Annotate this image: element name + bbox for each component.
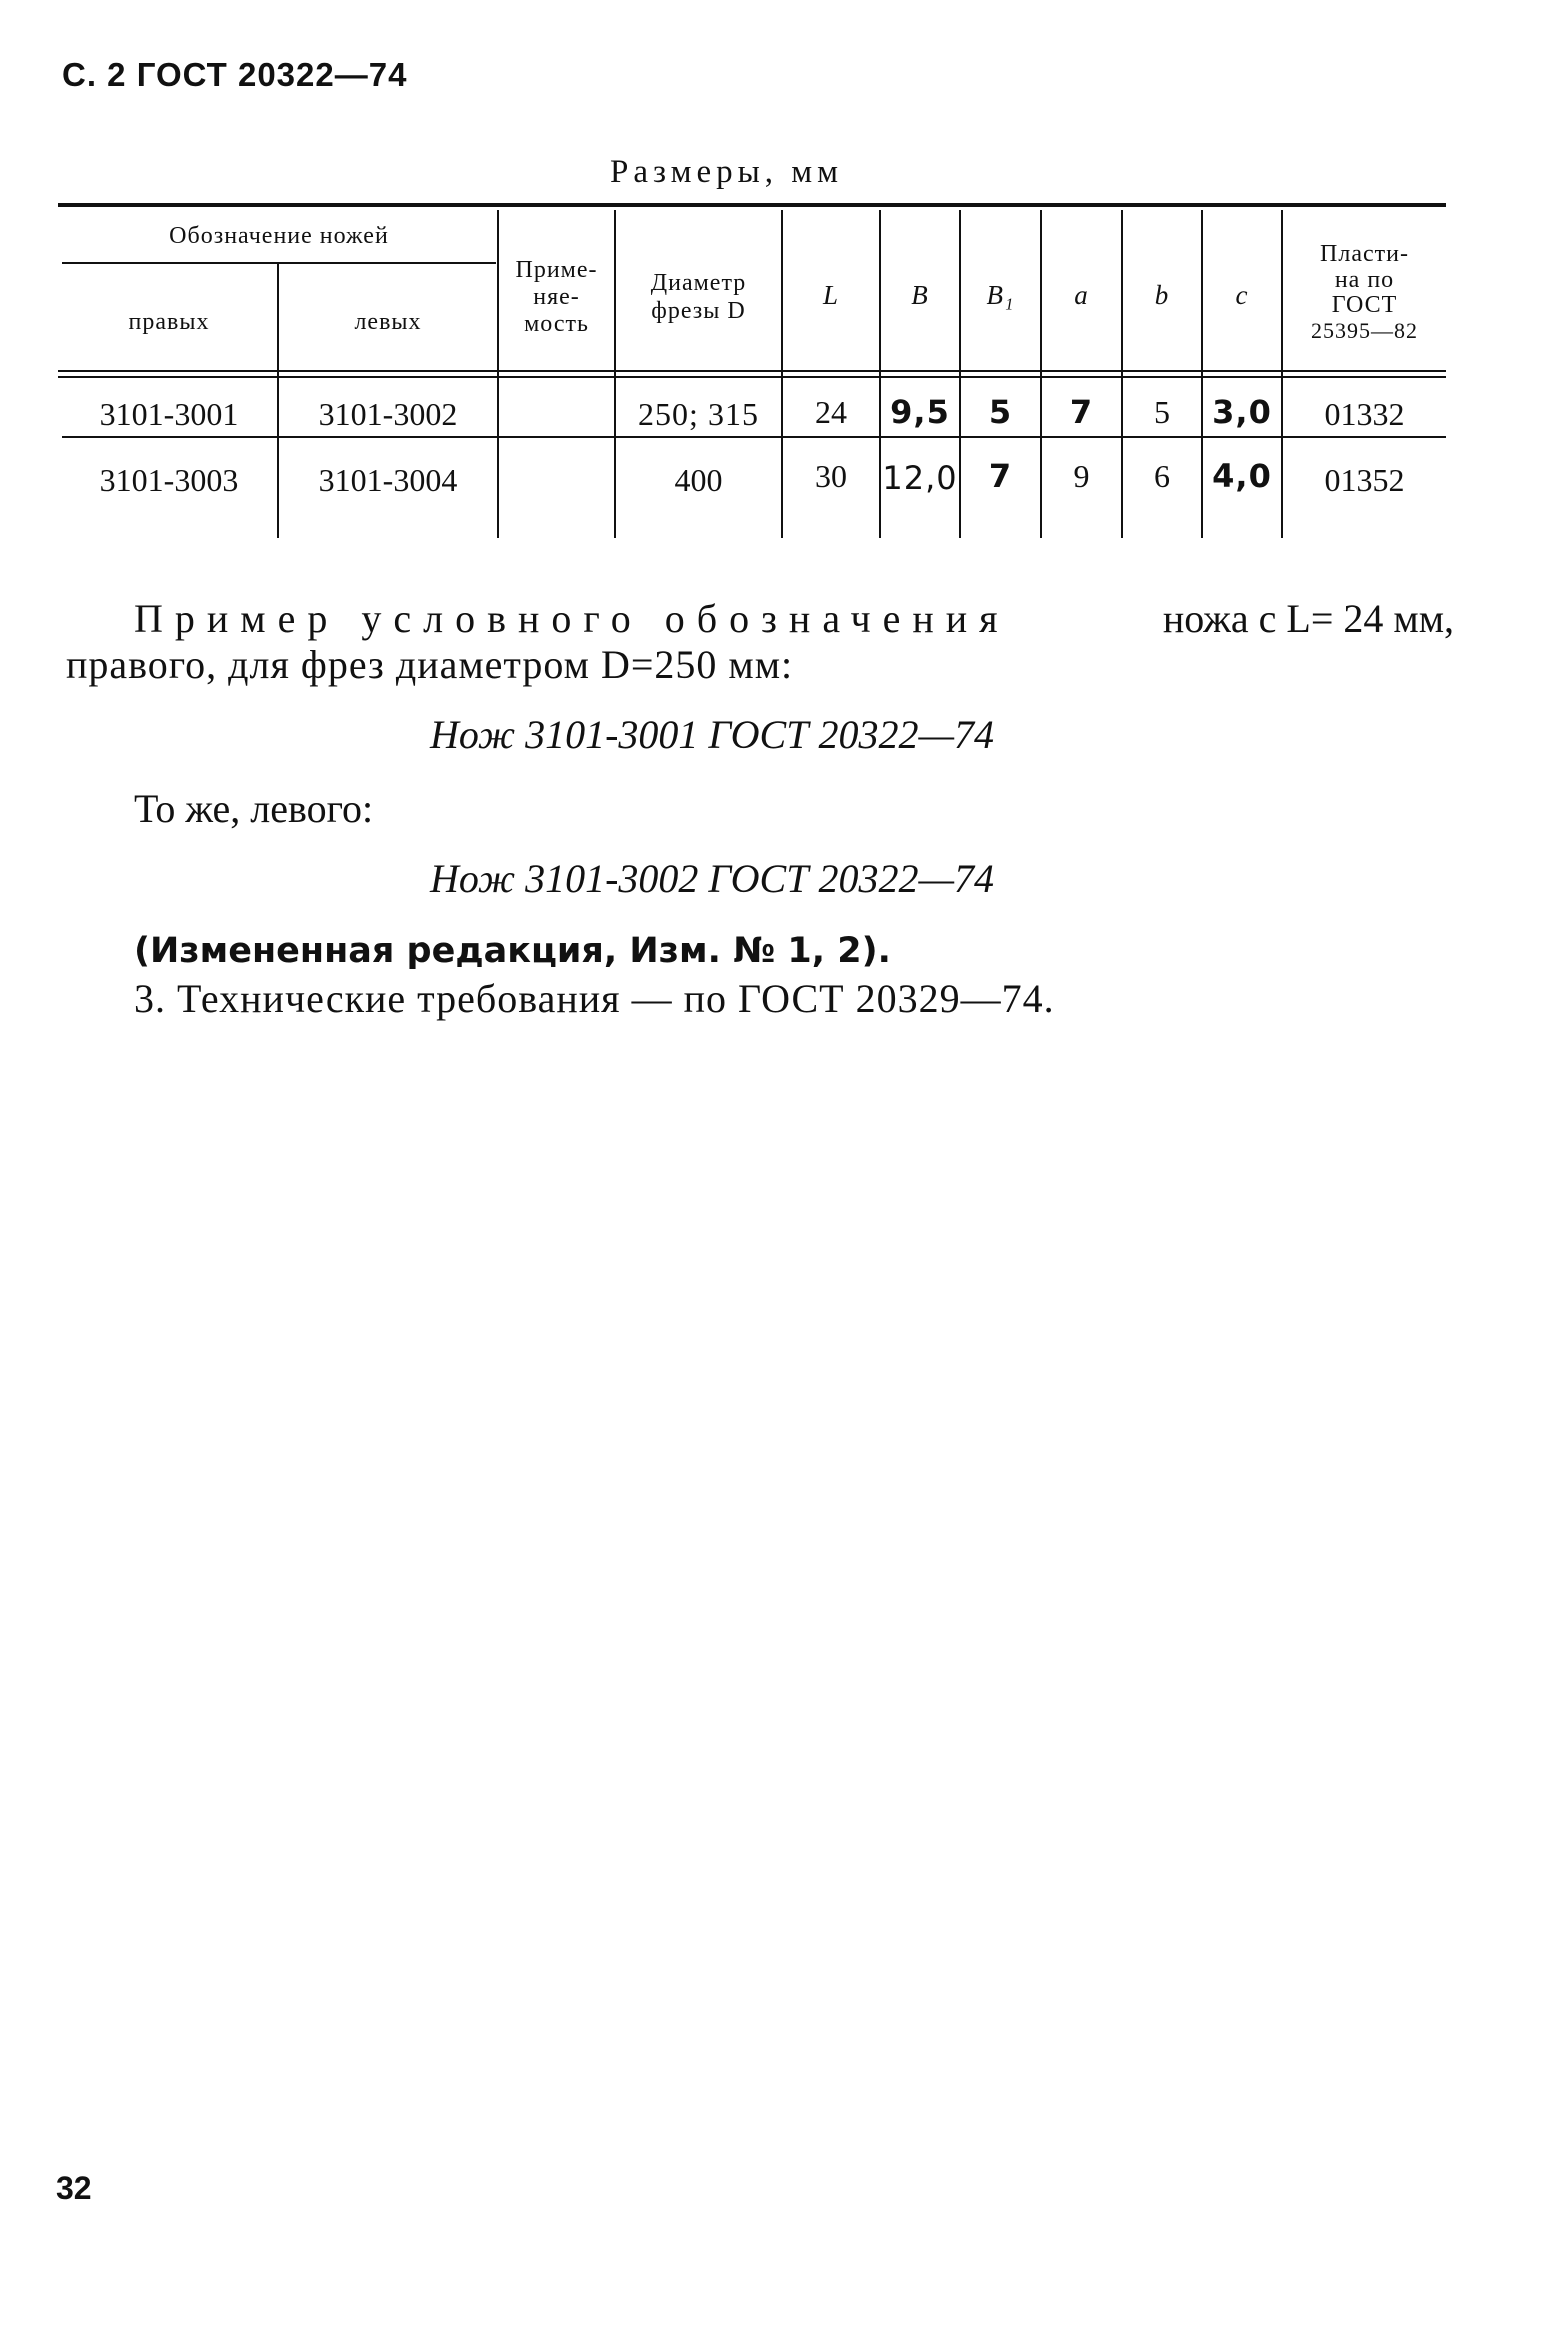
page-header: С. 2 ГОСТ 20322—74: [62, 56, 408, 93]
designation-right: Нож 3101-3001 ГОСТ 20322—74: [430, 712, 995, 757]
table-cell-L: 24: [815, 393, 847, 430]
table-cell-L: 30: [815, 457, 847, 494]
table-cell-B: 12,0: [882, 459, 958, 497]
table-top-rule: [58, 203, 1446, 207]
table-cell-right: 3101-3001: [99, 395, 239, 432]
header-plate: [1283, 232, 1446, 352]
group-header-rule: [62, 262, 496, 264]
table-cell-b: 6: [1154, 457, 1170, 494]
table-cell-diameter: 400: [674, 461, 723, 498]
header-c: c: [1235, 280, 1249, 310]
header-applicability: [500, 252, 613, 342]
page-number: 32: [56, 2170, 92, 2206]
designation-left: Нож 3101-3002 ГОСТ 20322—74: [430, 856, 995, 901]
header-a: a: [1074, 280, 1089, 310]
row-separator: [62, 436, 1446, 438]
table-cell-c: 4,0: [1212, 457, 1272, 495]
header-plate-line: 25395—82: [1311, 318, 1418, 343]
table-cell-b: 5: [1154, 393, 1170, 430]
header-diameter: [617, 262, 780, 332]
header-applicability-line: Приме-: [515, 256, 598, 283]
table-cell-left: 3101-3002: [318, 395, 458, 432]
table-cell-c: 3,0: [1212, 393, 1272, 431]
header-L: L: [822, 280, 840, 310]
header-left: левых: [354, 309, 422, 335]
table-cell-B1: 5: [988, 393, 1013, 431]
dimensions-table: [0, 0, 1568, 560]
header-diameter-line: фрезы D: [651, 298, 746, 324]
header-B: B: [911, 280, 929, 310]
table-cell-a: 7: [1069, 393, 1094, 431]
amendment-note: (Измененная редакция, Изм. № 1, 2).: [134, 931, 891, 971]
table-caption: Размеры, мм: [610, 154, 844, 190]
technical-requirements-item: 3. Технические требования — по ГОСТ 20329—74.: [134, 976, 1055, 1021]
example-lead-rest: ножа с L= 24 мм,: [1162, 596, 1454, 641]
example-line-2: правого, для фрез диаметром D=250 мм:: [66, 642, 794, 687]
table-cell-a: 9: [1073, 457, 1090, 494]
example-lead: Пример условного обозначения: [134, 596, 1010, 641]
header-b: b: [1154, 280, 1170, 310]
header-applicability-line: няе-: [533, 283, 580, 310]
col-rule: [497, 210, 499, 538]
header-bottom-rule: [58, 370, 1446, 372]
col-rule: [614, 210, 616, 538]
table-cell-left: 3101-3004: [318, 461, 458, 498]
header-bottom-rule-2: [58, 376, 1446, 378]
table-cell-B: 9,5: [890, 393, 950, 431]
header-applicability-line: мость: [524, 310, 589, 337]
header-designation-group: Обозначение ножей: [169, 223, 389, 249]
example-line-1: [134, 596, 1454, 642]
table-cell-plate: 01352: [1324, 461, 1405, 498]
header-plate-line: Пласти-: [1320, 241, 1409, 267]
header-diameter-line: Диаметр: [650, 270, 747, 296]
table-cell-plate: 01332: [1324, 395, 1405, 432]
header-right: правых: [128, 309, 210, 335]
table-cell-right: 3101-3003: [99, 461, 239, 498]
header-plate-line: ГОСТ: [1331, 292, 1398, 318]
table-cell-applicability: [500, 392, 613, 436]
same-left: То же, левого:: [134, 786, 374, 831]
header-plate-line: на по: [1334, 267, 1395, 293]
header-B1: B₁: [986, 280, 1015, 310]
table-cell-diameter: 250; 315: [638, 395, 759, 432]
col-rule: [277, 264, 279, 538]
table-cell-applicability: [500, 458, 613, 502]
table-cell-B1: 7: [988, 457, 1013, 495]
